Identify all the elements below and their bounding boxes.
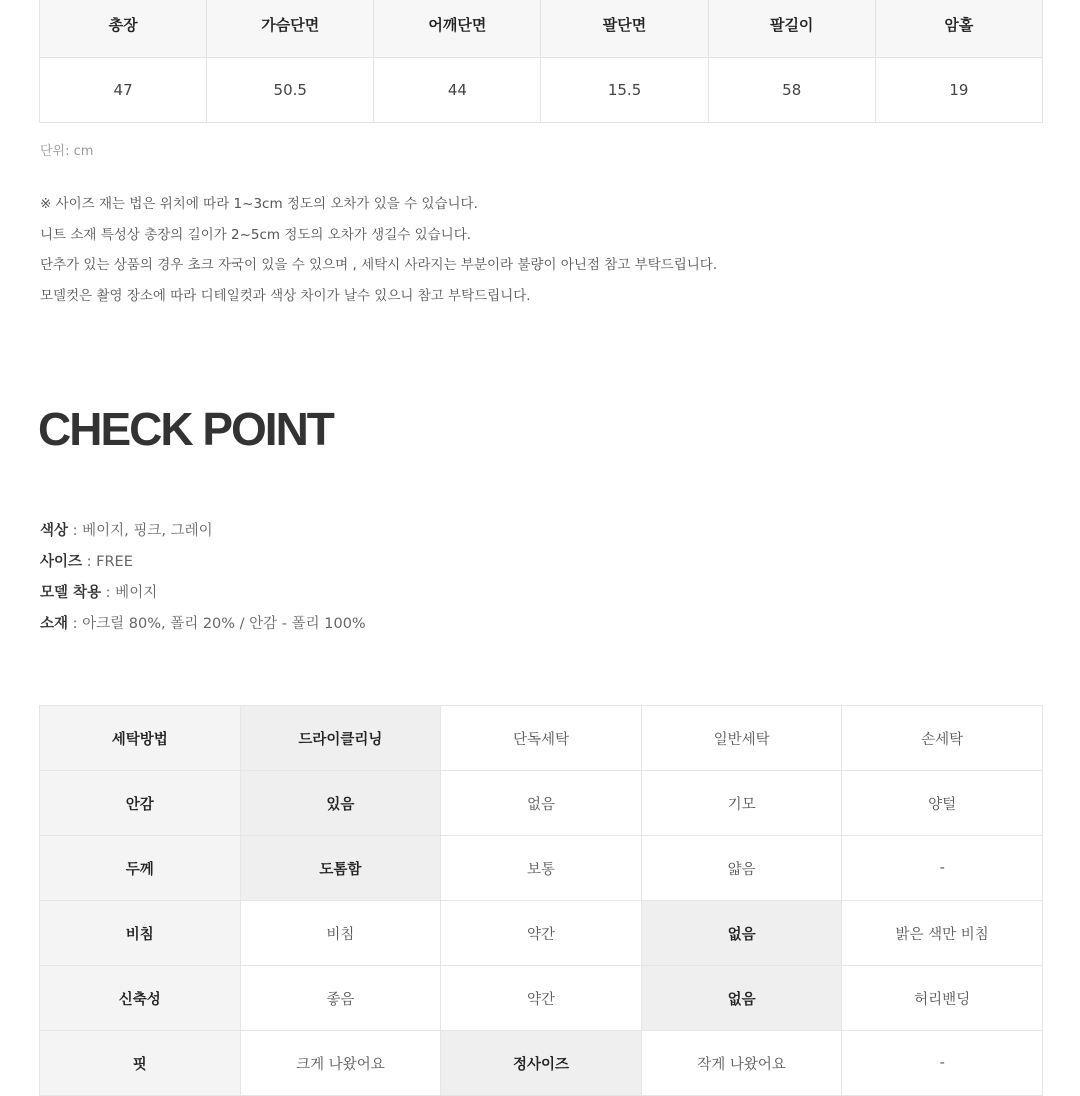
care-row-fit bbox=[40, 1031, 1043, 1096]
size-value-cell: 50.5 bbox=[207, 58, 374, 123]
care-row-lining bbox=[40, 771, 1043, 836]
care-option: 없음 bbox=[441, 771, 642, 836]
care-row-label: 비침 bbox=[40, 901, 241, 966]
size-header-cell: 팔단면 bbox=[541, 0, 708, 58]
spec-color-label: 색상 bbox=[40, 523, 69, 539]
care-row-label: 안감 bbox=[40, 771, 241, 836]
care-option-selected: 도톰함 bbox=[240, 836, 441, 901]
care-option: 기모 bbox=[641, 771, 842, 836]
care-option: 보통 bbox=[441, 836, 642, 901]
care-row-label: 세탁방법 bbox=[40, 706, 241, 771]
spec-material-value: : 아크릴 80%, 폴리 20% / 안감 - 폴리 100% bbox=[68, 616, 366, 632]
care-option: 약간 bbox=[441, 901, 642, 966]
note-line: 단추가 있는 상품의 경우 초크 자국이 있을 수 있으며 , 세탁시 사라지는 부분이라 불량이 아닌점 참고 부탁드립니다. bbox=[40, 257, 718, 273]
care-option: 손세탁 bbox=[842, 706, 1043, 771]
note-line: 니트 소재 특성상 총장의 길이가 2~5cm 정도의 오차가 생길수 있습니다. bbox=[40, 226, 472, 243]
care-option: 얇음 bbox=[641, 836, 842, 901]
care-option-selected: 없음 bbox=[641, 966, 842, 1031]
spec-model-value: : 베이지 bbox=[101, 585, 158, 601]
care-option-selected: 드라이클리닝 bbox=[240, 706, 441, 771]
spec-color-value: : 베이지, 핑크, 그레이 bbox=[68, 523, 213, 539]
care-option-selected: 정사이즈 bbox=[441, 1031, 642, 1096]
spec-material bbox=[40, 609, 366, 640]
spec-model bbox=[40, 578, 366, 609]
spec-size bbox=[40, 547, 366, 578]
size-header-cell: 어깨단면 bbox=[374, 0, 541, 58]
care-row-sheerness bbox=[40, 901, 1043, 966]
spec-model-label: 모델 착용 bbox=[40, 585, 102, 601]
note-line: 모델컷은 촬영 장소에 따라 디테일컷과 색상 차이가 날수 있으니 참고 부탁드립니다. bbox=[40, 287, 531, 304]
care-table bbox=[39, 705, 1043, 1096]
care-row-thickness bbox=[40, 836, 1043, 901]
care-option: 작게 나왔어요 bbox=[641, 1031, 842, 1096]
care-row-label: 신축성 bbox=[40, 966, 241, 1031]
care-option: 비침 bbox=[240, 901, 441, 966]
spec-color bbox=[40, 516, 366, 547]
care-option: 크게 나왔어요 bbox=[240, 1031, 441, 1096]
size-value-cell: 15.5 bbox=[541, 58, 708, 123]
care-option-selected: 있음 bbox=[240, 771, 441, 836]
spec-size-value: : FREE bbox=[82, 554, 133, 570]
note-line: ※ 사이즈 재는 법은 위치에 따라 1~3cm 정도의 오차가 있을 수 있습니다. bbox=[40, 196, 478, 212]
size-value-row bbox=[40, 58, 1043, 123]
care-option: - bbox=[842, 1031, 1043, 1096]
size-value-cell: 44 bbox=[374, 58, 541, 123]
care-row-label: 두께 bbox=[40, 836, 241, 901]
spec-size-label: 사이즈 bbox=[40, 554, 83, 570]
size-header-cell: 총장 bbox=[40, 0, 207, 58]
care-option: 양털 bbox=[842, 771, 1043, 836]
size-value-cell: 19 bbox=[875, 58, 1042, 123]
care-option: 일반세탁 bbox=[641, 706, 842, 771]
care-option: 단독세탁 bbox=[441, 706, 642, 771]
care-option-selected: 없음 bbox=[641, 901, 842, 966]
care-row-stretch bbox=[40, 966, 1043, 1031]
care-option: 약간 bbox=[441, 966, 642, 1031]
size-value-cell: 58 bbox=[708, 58, 875, 123]
size-value-cell: 47 bbox=[40, 58, 207, 123]
size-header-cell: 암홀 bbox=[875, 0, 1042, 58]
care-row-wash bbox=[40, 706, 1043, 771]
size-table bbox=[39, 0, 1043, 123]
check-point-title: CHECK POINT bbox=[38, 403, 333, 455]
care-option: - bbox=[842, 836, 1043, 901]
size-header-row bbox=[40, 0, 1043, 58]
size-header-cell: 팔길이 bbox=[708, 0, 875, 58]
size-header-cell: 가슴단면 bbox=[207, 0, 374, 58]
size-notes bbox=[40, 189, 717, 311]
unit-label: 단위: cm bbox=[40, 144, 94, 159]
care-option: 좋음 bbox=[240, 966, 441, 1031]
care-option: 허리밴딩 bbox=[842, 966, 1043, 1031]
care-option: 밝은 색만 비침 bbox=[842, 901, 1043, 966]
spec-material-label: 소재 bbox=[40, 616, 69, 632]
care-row-label: 핏 bbox=[40, 1031, 241, 1096]
product-spec bbox=[40, 516, 366, 640]
